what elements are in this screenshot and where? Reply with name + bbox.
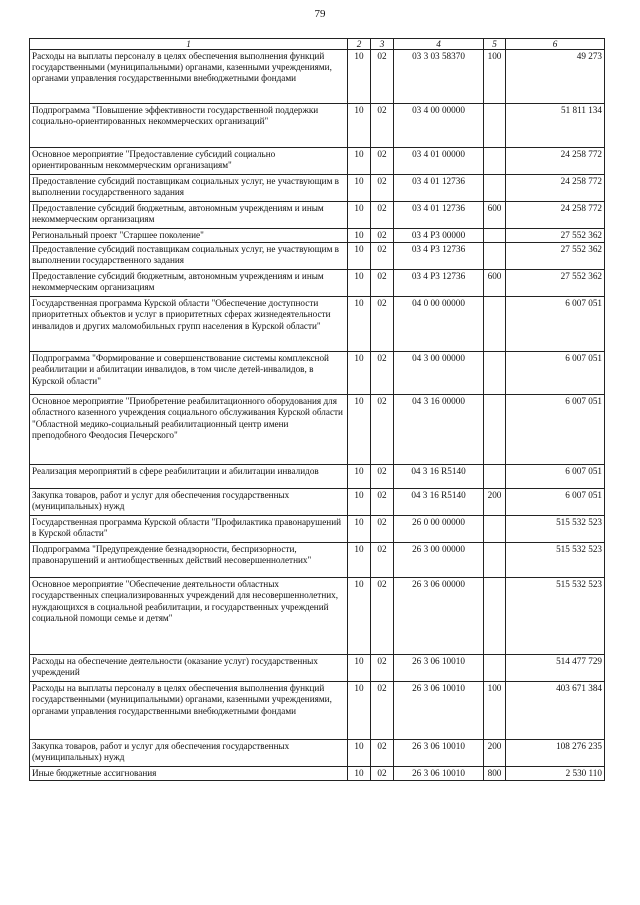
- cell-rz: 10: [348, 50, 371, 104]
- cell-sum: 2 530 110: [506, 767, 605, 781]
- table-row: [30, 148, 605, 175]
- header-col-5: 5: [484, 39, 506, 50]
- cell-pr: 02: [371, 682, 394, 740]
- cell-pr: 02: [371, 50, 394, 104]
- cell-name: Расходы на выплаты персоналу в целях обеспечения выполнения функций государственными (муниципальными) органами, казенными учреждениями, органами управления государственными внебюджетными фондами: [30, 682, 348, 740]
- cell-rz: 10: [348, 243, 371, 270]
- cell-pr: 02: [371, 740, 394, 767]
- cell-name: Предоставление субсидий поставщикам социальных услуг, не участвующим в выполнении государственного задания: [30, 175, 348, 202]
- table-row: [30, 489, 605, 516]
- cell-sum: 24 258 772: [506, 148, 605, 175]
- cell-vr: [484, 516, 506, 543]
- cell-csr: 26 3 06 10010: [394, 767, 484, 781]
- cell-sum: 515 532 523: [506, 578, 605, 655]
- table-row: [30, 578, 605, 655]
- cell-csr: 03 4 P3 12736: [394, 270, 484, 297]
- header-col-3: 3: [371, 39, 394, 50]
- cell-rz: 10: [348, 229, 371, 243]
- cell-rz: 10: [348, 465, 371, 489]
- cell-pr: 02: [371, 148, 394, 175]
- cell-name: Реализация мероприятий в сфере реабилитации и абилитации инвалидов: [30, 465, 348, 489]
- cell-sum: 6 007 051: [506, 297, 605, 352]
- cell-name: Основное мероприятие "Приобретение реабилитационного оборудования для областного казенного учреждения социального обслуживания Курской области "Областной медико-социальный реабилитационный центр имени преподобного Феодосия Печерского": [30, 395, 348, 465]
- cell-vr: [484, 395, 506, 465]
- table-row: [30, 543, 605, 578]
- table-row: [30, 767, 605, 781]
- cell-sum: 6 007 051: [506, 465, 605, 489]
- cell-pr: 02: [371, 175, 394, 202]
- cell-sum: 6 007 051: [506, 489, 605, 516]
- cell-name: Предоставление субсидий бюджетным, автономным учреждениям и иным некоммерческим организациям: [30, 202, 348, 229]
- table-row: [30, 175, 605, 202]
- cell-csr: 26 3 06 10010: [394, 740, 484, 767]
- cell-vr: 200: [484, 489, 506, 516]
- cell-name: Подпрограмма "Повышение эффективности государственной поддержки социально-ориентированных некоммерческих организаций": [30, 104, 348, 148]
- cell-sum: 6 007 051: [506, 395, 605, 465]
- table-row: [30, 270, 605, 297]
- cell-name: Предоставление субсидий поставщикам социальных услуг, не участвующим в выполнении государственного задания: [30, 243, 348, 270]
- cell-pr: 02: [371, 243, 394, 270]
- cell-rz: 10: [348, 740, 371, 767]
- cell-vr: [484, 229, 506, 243]
- cell-vr: [484, 297, 506, 352]
- cell-rz: 10: [348, 543, 371, 578]
- cell-rz: 10: [348, 297, 371, 352]
- cell-csr: 03 3 03 58370: [394, 50, 484, 104]
- cell-sum: 49 273: [506, 50, 605, 104]
- table-row: [30, 50, 605, 104]
- cell-pr: 02: [371, 655, 394, 682]
- cell-sum: 27 552 362: [506, 243, 605, 270]
- cell-pr: 02: [371, 297, 394, 352]
- cell-sum: 6 007 051: [506, 352, 605, 395]
- cell-rz: 10: [348, 655, 371, 682]
- cell-csr: 26 0 00 00000: [394, 516, 484, 543]
- cell-pr: 02: [371, 489, 394, 516]
- table-row: [30, 104, 605, 148]
- cell-rz: 10: [348, 352, 371, 395]
- cell-sum: 515 532 523: [506, 516, 605, 543]
- cell-sum: 24 258 772: [506, 202, 605, 229]
- cell-name: Основное мероприятие "Обеспечение деятельности областных государственных специализированных учреждений для несовершеннолетних, нуждающихся в социальной реабилитации, и государственных учреждений социальной помощи семье и детям": [30, 578, 348, 655]
- table-row: [30, 352, 605, 395]
- table-row: [30, 465, 605, 489]
- cell-csr: 03 4 01 00000: [394, 148, 484, 175]
- cell-csr: 26 3 06 00000: [394, 578, 484, 655]
- cell-pr: 02: [371, 229, 394, 243]
- cell-csr: 04 0 00 00000: [394, 297, 484, 352]
- cell-name: Предоставление субсидий бюджетным, автономным учреждениям и иным некоммерческим организациям: [30, 270, 348, 297]
- header-row: [30, 39, 605, 50]
- cell-pr: 02: [371, 395, 394, 465]
- cell-vr: [484, 148, 506, 175]
- cell-rz: 10: [348, 489, 371, 516]
- cell-sum: 515 532 523: [506, 543, 605, 578]
- cell-pr: 02: [371, 516, 394, 543]
- cell-csr: 26 3 00 00000: [394, 543, 484, 578]
- cell-rz: 10: [348, 767, 371, 781]
- cell-csr: 03 4 01 12736: [394, 175, 484, 202]
- cell-sum: 51 811 134: [506, 104, 605, 148]
- cell-rz: 10: [348, 578, 371, 655]
- table-row: [30, 202, 605, 229]
- cell-csr: 04 3 16 R5140: [394, 489, 484, 516]
- cell-pr: 02: [371, 352, 394, 395]
- table-row: [30, 229, 605, 243]
- cell-csr: 04 3 16 00000: [394, 395, 484, 465]
- header-col-4: 4: [394, 39, 484, 50]
- cell-sum: 24 258 772: [506, 175, 605, 202]
- cell-vr: [484, 465, 506, 489]
- cell-name: Расходы на выплаты персоналу в целях обеспечения выполнения функций государственными (муниципальными) органами, казенными учреждениями, органами управления государственными внебюджетными фондами: [30, 50, 348, 104]
- table-row: [30, 740, 605, 767]
- cell-name: Государственная программа Курской области "Профилактика правонарушений в Курской области": [30, 516, 348, 543]
- cell-rz: 10: [348, 202, 371, 229]
- cell-rz: 10: [348, 682, 371, 740]
- cell-csr: 04 3 16 R5140: [394, 465, 484, 489]
- cell-name: Закупка товаров, работ и услуг для обеспечения государственных (муниципальных) нужд: [30, 489, 348, 516]
- cell-sum: 108 276 235: [506, 740, 605, 767]
- cell-csr: 04 3 00 00000: [394, 352, 484, 395]
- cell-vr: 800: [484, 767, 506, 781]
- cell-pr: 02: [371, 543, 394, 578]
- cell-name: Закупка товаров, работ и услуг для обеспечения государственных (муниципальных) нужд: [30, 740, 348, 767]
- cell-sum: 514 477 729: [506, 655, 605, 682]
- cell-pr: 02: [371, 767, 394, 781]
- cell-vr: [484, 352, 506, 395]
- cell-name: Подпрограмма "Формирование и совершенствование системы комплексной реабилитации и абилитации инвалидов, в том числе детей-инвалидов, в Курской области": [30, 352, 348, 395]
- cell-vr: 100: [484, 50, 506, 104]
- budget-table: [29, 38, 605, 781]
- cell-vr: 600: [484, 270, 506, 297]
- header-col-1: 1: [30, 39, 348, 50]
- cell-rz: 10: [348, 395, 371, 465]
- cell-name: Основное мероприятие "Предоставление субсидий социально ориентированным некоммерческим организациям": [30, 148, 348, 175]
- cell-vr: [484, 243, 506, 270]
- cell-sum: 27 552 362: [506, 229, 605, 243]
- cell-sum: 403 671 384: [506, 682, 605, 740]
- header-col-2: 2: [348, 39, 371, 50]
- cell-vr: [484, 578, 506, 655]
- cell-vr: 600: [484, 202, 506, 229]
- table-row: [30, 682, 605, 740]
- cell-name: Подпрограмма "Предупреждение безнадзорности, беспризорности, правонарушений и антиобщественных действий несовершеннолетних": [30, 543, 348, 578]
- cell-csr: 26 3 06 10010: [394, 682, 484, 740]
- table-row: [30, 297, 605, 352]
- cell-csr: 03 4 P3 12736: [394, 243, 484, 270]
- header-col-6: 6: [506, 39, 605, 50]
- cell-pr: 02: [371, 270, 394, 297]
- cell-vr: [484, 543, 506, 578]
- cell-pr: 02: [371, 202, 394, 229]
- table-row: [30, 516, 605, 543]
- table-row: [30, 243, 605, 270]
- cell-vr: [484, 655, 506, 682]
- page-number: 79: [314, 8, 326, 20]
- table-row: [30, 395, 605, 465]
- cell-rz: 10: [348, 148, 371, 175]
- cell-sum: 27 552 362: [506, 270, 605, 297]
- cell-pr: 02: [371, 104, 394, 148]
- cell-name: Иные бюджетные ассигнования: [30, 767, 348, 781]
- cell-pr: 02: [371, 578, 394, 655]
- table-row: [30, 655, 605, 682]
- cell-vr: [484, 175, 506, 202]
- cell-name: Расходы на обеспечение деятельности (оказание услуг) государственных учреждений: [30, 655, 348, 682]
- cell-rz: 10: [348, 270, 371, 297]
- cell-name: Региональный проект "Старшее поколение": [30, 229, 348, 243]
- cell-csr: 03 4 P3 00000: [394, 229, 484, 243]
- cell-rz: 10: [348, 516, 371, 543]
- cell-vr: 100: [484, 682, 506, 740]
- cell-vr: 200: [484, 740, 506, 767]
- cell-pr: 02: [371, 465, 394, 489]
- cell-csr: 26 3 06 10010: [394, 655, 484, 682]
- cell-rz: 10: [348, 104, 371, 148]
- cell-name: Государственная программа Курской области "Обеспечение доступности приоритетных объектов и услуг в приоритетных сферах жизнедеятельности инвалидов и других маломобильных групп населения в Курской области": [30, 297, 348, 352]
- cell-vr: [484, 104, 506, 148]
- cell-rz: 10: [348, 175, 371, 202]
- cell-csr: 03 4 01 12736: [394, 202, 484, 229]
- cell-csr: 03 4 00 00000: [394, 104, 484, 148]
